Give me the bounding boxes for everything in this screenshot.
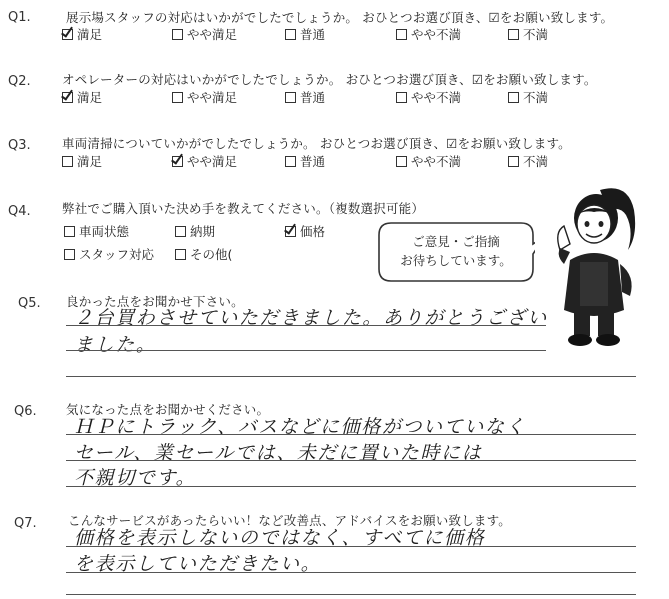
q2-option-4[interactable]: やや不満: [396, 88, 461, 106]
checkbox[interactable]: [508, 29, 519, 40]
answer-rule: [66, 460, 636, 461]
q1-option-3[interactable]: 普通: [285, 25, 325, 43]
checkbox[interactable]: [508, 156, 519, 167]
q3-number: Q3.: [8, 138, 31, 153]
q3-option-3[interactable]: 普通: [285, 152, 325, 170]
q5-number: Q5.: [18, 296, 41, 311]
mascot-illustration: [548, 180, 648, 350]
q7-number: Q7.: [14, 516, 37, 531]
q5-answer-line-2: ました。: [74, 334, 157, 356]
checkbox[interactable]: [64, 249, 75, 260]
q6-answer-line-1: ＨＰにトラック、バスなどに価格がついていなく: [74, 416, 527, 438]
answer-rule: [66, 350, 546, 351]
q4-option-4[interactable]: スタッフ対応: [64, 245, 154, 263]
q4-option-2[interactable]: 納期: [175, 222, 215, 240]
q3-option-4[interactable]: やや不満: [396, 152, 461, 170]
answer-rule: [66, 486, 636, 487]
q1-number: Q1.: [8, 10, 31, 25]
answer-rule: [66, 376, 636, 377]
q4-option-1[interactable]: 車両状態: [64, 222, 129, 240]
q4-question: 弊社でご購入頂いた決め手を教えてください。（複数選択可能）: [62, 201, 425, 216]
q6-number: Q6.: [14, 404, 37, 419]
checkbox[interactable]: [175, 226, 186, 237]
checkbox[interactable]: [285, 156, 296, 167]
bubble-line-2: お待ちしています。: [400, 253, 512, 268]
q1-option-4[interactable]: やや不満: [396, 25, 461, 43]
q5-answer-line-1: ２台買わさせていただきました。ありがとうござい: [74, 307, 548, 329]
q2-option-5[interactable]: 不満: [508, 88, 548, 106]
q2-option-2[interactable]: やや満足: [172, 88, 237, 106]
q2-option-1[interactable]: 満足: [62, 88, 102, 106]
checkbox[interactable]: [62, 92, 73, 103]
checkbox[interactable]: [172, 29, 183, 40]
q1-option-2[interactable]: やや満足: [172, 25, 237, 43]
answer-rule: [66, 546, 636, 547]
checkbox[interactable]: [62, 156, 73, 167]
answer-rule: [66, 434, 636, 435]
q7-answer-line-1: 価格を表示しないのではなく、すべてに価格: [74, 527, 486, 549]
answer-rule: [66, 594, 636, 595]
checkbox[interactable]: [175, 249, 186, 260]
q1-option-1[interactable]: 満足: [62, 25, 102, 43]
q2-question: オペレーターの対応はいかがでしたでしょうか。 おひとつお選び頂き、☑をお願い致します。: [62, 72, 597, 87]
q1-question: 展示場スタッフの対応はいかがでしたでしょうか。 おひとつお選び頂き、☑をお願い致します。: [66, 10, 614, 25]
checkbox[interactable]: [508, 92, 519, 103]
answer-rule: [66, 325, 546, 326]
checkbox[interactable]: [62, 29, 73, 40]
q6-answer-line-3: 不親切です。: [74, 467, 197, 489]
q3-option-5[interactable]: 不満: [508, 152, 548, 170]
checkbox[interactable]: [172, 92, 183, 103]
bubble-text: [377, 232, 535, 270]
q2-option-3[interactable]: 普通: [285, 88, 325, 106]
q6-question: 気になった点をお聞かせください。: [66, 402, 270, 417]
answer-rule: [66, 572, 636, 573]
checkbox[interactable]: [285, 92, 296, 103]
q3-option-1[interactable]: 満足: [62, 152, 102, 170]
q5-question: 良かった点をお聞かせ下さい。: [66, 294, 244, 309]
q4-number: Q4.: [8, 204, 31, 219]
checkbox[interactable]: [64, 226, 75, 237]
checkbox[interactable]: [285, 226, 296, 237]
checkbox[interactable]: [172, 156, 183, 167]
q2-number: Q2.: [8, 74, 31, 89]
q3-question: 車両清掃についていかがでしたでしょうか。 おひとつお選び頂き、☑をお願い致します。: [62, 136, 571, 151]
bubble-line-1: ご意見・ご指摘: [412, 234, 500, 249]
q6-answer-line-2: セール、業セールでは、未だに置いた時には: [74, 442, 483, 464]
q3-option-2[interactable]: やや満足: [172, 152, 237, 170]
q1-option-5[interactable]: 不満: [508, 25, 548, 43]
q4-option-5[interactable]: その他(: [175, 245, 232, 263]
checkbox[interactable]: [396, 156, 407, 167]
q7-question: こんなサービスがあったらいい！など改善点、アドバイスをお願い致します。: [68, 513, 512, 528]
q7-answer-line-2: を表示していただきたい。: [74, 553, 322, 575]
checkbox[interactable]: [285, 29, 296, 40]
checkbox[interactable]: [396, 92, 407, 103]
checkbox[interactable]: [396, 29, 407, 40]
q4-option-3[interactable]: 価格: [285, 222, 325, 240]
